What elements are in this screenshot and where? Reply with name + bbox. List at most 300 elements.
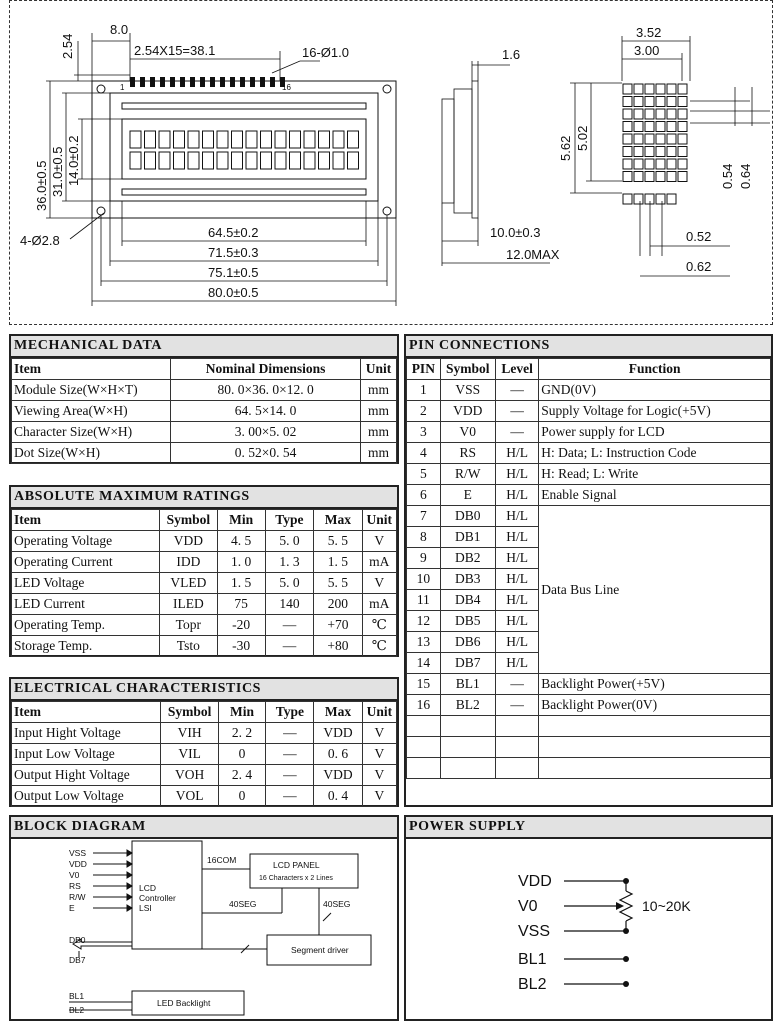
table-cell: BL2 (440, 695, 495, 716)
cursor-dot-cell (634, 194, 643, 204)
dot-cell (667, 147, 676, 157)
character-cell (348, 152, 359, 169)
table-cell: 4. 5 (217, 531, 265, 552)
table-cell: mm (361, 380, 397, 401)
electrical-panel (9, 677, 399, 807)
table-cell: mm (361, 422, 397, 443)
input-label: V0 (69, 870, 80, 880)
table-cell: H/L (495, 527, 538, 548)
character-cell (348, 131, 359, 148)
dot-cell (667, 97, 676, 107)
table-cell: V0 (440, 422, 495, 443)
table-cell: 0. 52×0. 54 (171, 443, 361, 464)
table-cell: H: Data; L: Instruction Code (539, 443, 771, 464)
header-pin (170, 77, 175, 87)
input-label: RS (69, 881, 81, 891)
character-cell (261, 131, 272, 148)
table-cell: ILED (160, 594, 218, 615)
table-header-cell: Max (314, 510, 362, 531)
table-cell: H/L (495, 443, 538, 464)
table-header-cell: Max (314, 702, 362, 723)
table-cell: ℃ (362, 636, 396, 657)
table-cell: — (265, 636, 314, 657)
pin-last-label: 16 (282, 83, 291, 92)
character-cell (246, 131, 257, 148)
table-cell: 1. 3 (265, 552, 314, 573)
character-cell (304, 152, 315, 169)
dim-dot-b: 0.62 (686, 259, 712, 274)
table-header-row (12, 359, 397, 380)
dot-cell (623, 122, 632, 132)
cursor-dot-cell (645, 194, 654, 204)
table-cell: E (440, 485, 495, 506)
table-row (407, 674, 771, 695)
table-row (12, 636, 397, 657)
table-cell: VIH (161, 723, 218, 744)
table-cell: -20 (217, 615, 265, 636)
arrow-head (127, 872, 132, 878)
dot-cell (634, 159, 643, 169)
dot-cell (656, 159, 665, 169)
header-pin (190, 77, 195, 87)
table-cell: VDD (314, 765, 362, 786)
table-cell: Module Size(W×H×T) (12, 380, 171, 401)
table-row (12, 573, 397, 594)
character-cell (232, 152, 243, 169)
table-row (12, 723, 397, 744)
v0-label: V0 (518, 898, 538, 915)
character-cell (217, 131, 228, 148)
table-cell: — (495, 422, 538, 443)
dim-height-outer: 36.0±0.5 (34, 160, 49, 211)
table-header-cell: Level (495, 359, 538, 380)
power-supply-svg (406, 839, 771, 1021)
table-cell: 6 (407, 485, 441, 506)
input-label: VDD (69, 859, 87, 869)
dot-cell (678, 172, 687, 182)
dot-cell (623, 134, 632, 144)
table-cell (440, 737, 495, 758)
table-cell: BL1 (440, 674, 495, 695)
databus-label: Data Bus Line (539, 506, 771, 674)
table-cell: Storage Temp. (12, 636, 160, 657)
header-pin (150, 77, 155, 87)
table-cell (407, 758, 441, 779)
table-cell: Power supply for LCD (539, 422, 771, 443)
table-cell: 11 (407, 590, 441, 611)
table-cell: — (266, 786, 314, 807)
table-cell: Operating Current (12, 552, 160, 573)
mount-hole (97, 207, 105, 215)
table-cell: 16 (407, 695, 441, 716)
dim-holes: 4-Ø2.8 (20, 233, 60, 248)
db0-label: DB0 (69, 935, 86, 945)
table-cell: 2. 4 (218, 765, 265, 786)
table-header-cell: Item (12, 510, 160, 531)
table-cell: 0. 4 (314, 786, 362, 807)
character-cell (130, 152, 141, 169)
resistor-value: 10~20K (642, 898, 691, 914)
arrow-head (127, 883, 132, 889)
table-cell: 140 (265, 594, 314, 615)
panel-title: POWER SUPPLY (406, 817, 771, 839)
side-view-pcb (472, 81, 478, 218)
table-row (12, 744, 397, 765)
table-header-cell: PIN (407, 359, 441, 380)
table-cell: 5. 0 (265, 531, 314, 552)
panel-title: PIN CONNECTIONS (406, 336, 771, 358)
input-label: VSS (69, 848, 87, 858)
table-cell: R/W (440, 464, 495, 485)
dim-bezel-width: 71.5±0.3 (208, 245, 259, 260)
table-header-cell: Symbol (161, 702, 218, 723)
dot-cell (667, 172, 676, 182)
com-label: 16COM (207, 855, 237, 865)
table-cell (495, 716, 538, 737)
table-cell: Output Low Voltage (12, 786, 161, 807)
side-view-body (454, 89, 472, 213)
arrow-head (127, 850, 132, 856)
table-cell: mA (362, 552, 396, 573)
header-pin (230, 77, 235, 87)
table-cell: VOH (161, 765, 218, 786)
table-cell: VSS (440, 380, 495, 401)
table-row-empty (407, 716, 771, 737)
header-pin (210, 77, 215, 87)
dot-cell (645, 172, 654, 182)
table-cell: — (266, 744, 314, 765)
dot-cell (645, 159, 654, 169)
table-cell: — (495, 401, 538, 422)
character-grid (130, 84, 687, 204)
table-cell: 5. 0 (265, 573, 314, 594)
character-cell (232, 131, 243, 148)
table-header-cell: Symbol (440, 359, 495, 380)
dim-pitch-total: 2.54X15=38.1 (134, 43, 216, 58)
dot-cell (678, 159, 687, 169)
table-cell: 1. 5 (314, 552, 362, 573)
mount-hole (383, 207, 391, 215)
table-cell: V (362, 786, 396, 807)
bl2-label: BL2 (518, 976, 547, 993)
panel-title: ABSOLUTE MAXIMUM RATINGS (11, 487, 397, 509)
dot-cell (623, 109, 632, 119)
table-header-cell: Nominal Dimensions (171, 359, 361, 380)
dot-cell (656, 122, 665, 132)
table-cell: Operating Voltage (12, 531, 160, 552)
table-cell: Supply Voltage for Logic(+5V) (539, 401, 771, 422)
table-cell: — (265, 615, 314, 636)
table-cell: 1 (407, 380, 441, 401)
dim-hole-pitch: 75.1±0.5 (208, 265, 259, 280)
dim-pitch-offset: 8.0 (110, 22, 129, 37)
dim-edge: 2.54 (60, 33, 75, 59)
wiper-arrow (616, 902, 624, 910)
table-cell: 0 (218, 744, 265, 765)
pin-connections-panel (404, 334, 773, 807)
table-cell: 5. 5 (314, 531, 362, 552)
dot-cell (634, 122, 643, 132)
dot-cell (634, 84, 643, 94)
db7-label: DB7 (69, 955, 86, 965)
table-row (12, 531, 397, 552)
character-cell (246, 152, 257, 169)
dot-cell (656, 97, 665, 107)
table-cell: +70 (314, 615, 362, 636)
table-cell (495, 737, 538, 758)
dim-char-width: 3.00 (634, 43, 660, 58)
table-cell: Input Hight Voltage (12, 723, 161, 744)
table-cell: VIL (161, 744, 218, 765)
table-cell: H/L (495, 569, 538, 590)
table-row (407, 464, 771, 485)
table-cell (539, 758, 771, 779)
node-dot (623, 981, 629, 987)
cursor-dot-cell (656, 194, 665, 204)
dim-dot-a: 0.52 (686, 229, 712, 244)
table-cell: 75 (217, 594, 265, 615)
table-cell: VOL (161, 786, 218, 807)
panel-title: MECHANICAL DATA (11, 336, 397, 358)
dim-module-width: 80.0±0.5 (208, 285, 259, 300)
table-cell: 2. 2 (218, 723, 265, 744)
panel-title: BLOCK DIAGRAM (11, 817, 397, 839)
table-row (407, 443, 771, 464)
character-cell (203, 152, 214, 169)
table-header-cell: Item (12, 359, 171, 380)
character-cell (159, 131, 170, 148)
table-cell: VDD (314, 723, 362, 744)
table-header-cell: Unit (362, 702, 396, 723)
table-cell (407, 737, 441, 758)
table-cell: mm (361, 401, 397, 422)
table-cell (539, 737, 771, 758)
table-row (12, 786, 397, 807)
table-cell: DB3 (440, 569, 495, 590)
dot-cell (645, 147, 654, 157)
pin-first-label: 1 (120, 83, 125, 92)
table-cell: 1. 5 (217, 573, 265, 594)
table-cell: 3 (407, 422, 441, 443)
header-pin (160, 77, 165, 87)
header-pin (240, 77, 245, 87)
character-cell (145, 152, 156, 169)
dot-cell (678, 109, 687, 119)
dot-cell (645, 122, 654, 132)
table-cell: 5. 5 (314, 573, 362, 594)
node-dot (623, 878, 629, 884)
pin-connections-table (406, 358, 771, 779)
node-dot (623, 928, 629, 934)
character-cell (145, 131, 156, 148)
table-cell: 5 (407, 464, 441, 485)
bl1-label: BL1 (69, 991, 85, 1001)
table-cell: V (362, 723, 396, 744)
table-cell: DB6 (440, 632, 495, 653)
table-cell: mA (362, 594, 396, 615)
table-header-cell: Function (539, 359, 771, 380)
dot-cell (656, 134, 665, 144)
dot-cell (623, 97, 632, 107)
table-cell: 0 (218, 786, 265, 807)
table-row (407, 380, 771, 401)
seg-label-2: 40SEG (323, 899, 351, 909)
table-cell: VLED (160, 573, 218, 594)
table-row-empty (407, 737, 771, 758)
character-cell (188, 152, 199, 169)
lcd-panel-label: LCD PANEL (273, 860, 320, 870)
dot-cell (678, 97, 687, 107)
table-row (12, 380, 397, 401)
character-cell (275, 131, 286, 148)
table-cell: — (266, 765, 314, 786)
character-cell (333, 131, 344, 148)
table-cell: H/L (495, 590, 538, 611)
dot-cell (645, 84, 654, 94)
dim-pins: 16-Ø1.0 (302, 45, 349, 60)
bl2-label: BL2 (69, 1005, 85, 1015)
table-row (12, 422, 397, 443)
character-cell (304, 131, 315, 148)
dot-cell (667, 159, 676, 169)
table-cell: DB2 (440, 548, 495, 569)
table-row (407, 695, 771, 716)
table-cell: V (362, 531, 396, 552)
header-pin (130, 77, 135, 87)
dim-pcb: 10.0±0.3 (490, 225, 541, 240)
table-header-row (12, 702, 397, 723)
table-cell: ℃ (362, 615, 396, 636)
table-cell: 13 (407, 632, 441, 653)
table-cell: +80 (314, 636, 362, 657)
table-cell: 3. 00×5. 02 (171, 422, 361, 443)
table-cell: Character Size(W×H) (12, 422, 171, 443)
table-cell: VDD (160, 531, 218, 552)
dim-max: 12.0MAX (506, 247, 560, 262)
node-dot (623, 956, 629, 962)
dot-cell (667, 134, 676, 144)
character-cell (203, 131, 214, 148)
table-header-cell: Symbol (160, 510, 218, 531)
lcd-panel-sub: 16 Characters x 2 Lines (259, 875, 333, 882)
character-cell (333, 152, 344, 169)
table-cell: LED Current (12, 594, 160, 615)
cursor-dot-cell (623, 194, 632, 204)
vdd-label: VDD (518, 873, 552, 890)
table-row (407, 485, 771, 506)
dim-height-view: 14.0±0.2 (66, 135, 81, 186)
table-cell: — (495, 695, 538, 716)
table-cell: DB1 (440, 527, 495, 548)
input-label: R/W (69, 892, 86, 902)
table-header-cell: Unit (361, 359, 397, 380)
table-cell: Input Low Voltage (12, 744, 161, 765)
header-pin (220, 77, 225, 87)
panel-title: ELECTRICAL CHARACTERISTICS (11, 679, 397, 701)
arrow-head (127, 894, 132, 900)
arrow-head (127, 905, 132, 911)
table-cell (539, 716, 771, 737)
table-row (12, 552, 397, 573)
vss-label: VSS (518, 923, 551, 940)
table-cell: DB5 (440, 611, 495, 632)
table-header-cell: Item (12, 702, 161, 723)
character-cell (275, 152, 286, 169)
table-cell: H/L (495, 632, 538, 653)
table-cell: Operating Temp. (12, 615, 160, 636)
mount-hole (97, 85, 105, 93)
table-cell: GND(0V) (539, 380, 771, 401)
dot-cell (678, 84, 687, 94)
block-diagram-svg (11, 839, 397, 1021)
dot-cell (634, 172, 643, 182)
table-cell: — (495, 380, 538, 401)
electrical-table (11, 701, 397, 807)
table-cell: Backlight Power(0V) (539, 695, 771, 716)
dim-dot-width: 0.54 (720, 163, 735, 189)
mechanical-drawing (9, 0, 773, 325)
table-cell: — (495, 674, 538, 695)
table-header-row (407, 359, 771, 380)
table-cell (440, 758, 495, 779)
table-header-cell: Min (217, 510, 265, 531)
dot-cell (678, 147, 687, 157)
table-cell: Tsto (160, 636, 218, 657)
block-diagram-panel (9, 815, 399, 1021)
table-cell: H/L (495, 506, 538, 527)
dot-cell (645, 134, 654, 144)
dot-cell (656, 172, 665, 182)
table-cell: Enable Signal (539, 485, 771, 506)
dot-cell (667, 122, 676, 132)
table-cell: H/L (495, 464, 538, 485)
table-cell: H: Read; L: Write (539, 464, 771, 485)
table-row (12, 401, 397, 422)
table-cell: Viewing Area(W×H) (12, 401, 171, 422)
dot-cell (667, 84, 676, 94)
header-pin (180, 77, 185, 87)
controller-label-1: LCD (139, 883, 157, 893)
controller-label-2: Controller (139, 893, 176, 903)
table-cell: IDD (160, 552, 218, 573)
character-cell (188, 131, 199, 148)
table-cell: VDD (440, 401, 495, 422)
table-row (12, 765, 397, 786)
table-header-row (12, 510, 397, 531)
absolute-ratings-panel (9, 485, 399, 657)
absolute-ratings-table (11, 509, 397, 657)
dim-dot-pitch: 0.64 (738, 163, 753, 189)
table-cell: 12 (407, 611, 441, 632)
table-cell: 2 (407, 401, 441, 422)
dot-cell (645, 109, 654, 119)
dot-cell (678, 134, 687, 144)
table-cell: 8 (407, 527, 441, 548)
table-cell: 200 (314, 594, 362, 615)
dot-cell (667, 109, 676, 119)
dim-char-height: 5.02 (575, 125, 590, 151)
table-cell: Dot Size(W×H) (12, 443, 171, 464)
table-cell: 10 (407, 569, 441, 590)
dot-cell (634, 134, 643, 144)
pin-header (130, 77, 285, 87)
table-cell: RS (440, 443, 495, 464)
table-header-cell: Type (265, 510, 314, 531)
character-cell (174, 131, 185, 148)
mechanical-data-table (11, 358, 397, 464)
dot-cell (656, 84, 665, 94)
dot-cell (623, 147, 632, 157)
